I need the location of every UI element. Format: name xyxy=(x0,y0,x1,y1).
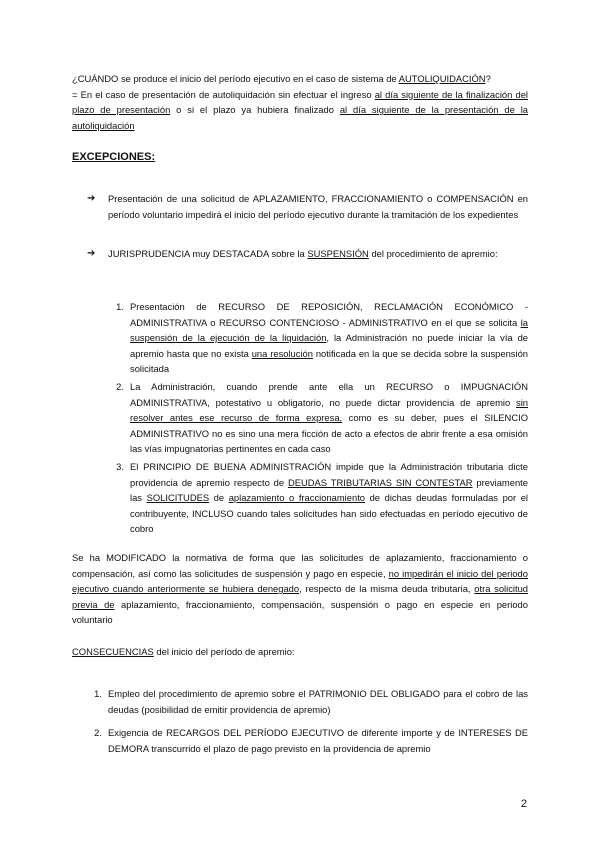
consecuencias-heading: CONSECUENCIAS del inicio del período de apremio: xyxy=(72,646,295,657)
bullet-jurisprudencia: JURISPRUDENCIA muy DESTACADA sobre la SUSPENSIÓN del procedimiento de apremio: xyxy=(108,248,498,259)
excepciones-heading: EXCEPCIONES: xyxy=(72,151,156,163)
list-number: 3. xyxy=(116,461,124,472)
modificado-paragraph: Se ha MODIFICADO la normativa de forma que las solicitudes de aplazamiento, fraccionamiento o compensación, así como las solicitudes de suspensión y pago en especie, no impedirán el inicio del periodo ejecutivo cuando anteriormente se hubiera denegado, respecto de la misma deuda tributaria, otra solicitud previa de aplazamiento, fraccionamiento, compensación, suspensión o pago en especie en periodo voluntario xyxy=(72,552,528,626)
intro-question: ¿CUÁNDO se produce el inicio del período ejecutivo en el caso de sistema de AUTOLIQUIDACIÓN? xyxy=(72,73,491,84)
list-number: 2. xyxy=(116,381,124,392)
intro-paragraph xyxy=(72,71,528,133)
list-number: 1. xyxy=(116,301,124,312)
list-item-recurso: Presentación de RECURSO DE REPOSICIÓN, RECLAMACIÓN ECONÓMICO - ADMINISTRATIVA o RECURSO CONTENCIOSO - ADMINISTRATIVO en el que se solicita la suspensión de la ejecución de la liquidación, la Administración no puede iniciar la vía de apremio hasta que no exista una resolución notificada en la que se decida sobre la suspensión solicitada xyxy=(130,301,528,375)
consecuencia-patrimonio: Empleo del procedimiento de apremio sobre el PATRIMONIO DEL OBLIGADO para el cobro de las deudas (posibilidad de emitir providencia de apremio) xyxy=(108,688,528,715)
list-item-silencio: La Administración, cuando prende ante ella un RECURSO o IMPUGNACIÓN ADMINISTRATIVA, potestativo u obligatorio, no puede dictar providencia de apremio sin resolver antes ese recurso de forma expresa, como es su deber, pues el SILENCIO ADMINISTRATIVO no es sino una mera ficción de acto a efectos de abrir frente a esa omisión las vías impugnatorias pertinentes en cada caso xyxy=(130,381,528,455)
list-item-buena-administracion: El PRINCIPIO DE BUENA ADMINISTRACIÓN impide que la Administración tributaria dicte providencia de apremio respecto de DEUDAS TRIBUTARIAS SIN CONTESTAR previamente las SOLICITUDES de aplazamiento o fraccionamiento de dichas deudas formuladas por el contribuyente, INCLUSO cuando tales solicitudes han sido efectuadas en período ejecutivo de cobro xyxy=(130,461,529,535)
intro-answer: = En el caso de presentación de autoliquidación sin efectuar el ingreso al día siguiente de la finalización del plazo de presentación o si el plazo ya hubiera finalizado al día siguiente de la presentación de la autoliquidación xyxy=(72,88,528,131)
arrow-icon: ➔ xyxy=(87,248,96,259)
list-number: 2. xyxy=(94,727,102,738)
bullet-aplazamiento: Presentación de una solicitud de APLAZAMIENTO, FRACCIONAMIENTO o COMPENSACIÓN en período voluntario impedirá el inicio del período ejecutivo durante la tramitación de los expedientes xyxy=(108,193,528,220)
page-number: 2 xyxy=(520,798,527,810)
consecuencia-recargos: Exigencia de RECARGOS DEL PERÍODO EJECUTIVO de diferente importe y de INTERESES DE DEMORA transcurrido el plazo de pago previsto en la providencia de apremio xyxy=(108,727,528,754)
arrow-icon: ➔ xyxy=(87,193,96,204)
list-number: 1. xyxy=(94,688,102,699)
